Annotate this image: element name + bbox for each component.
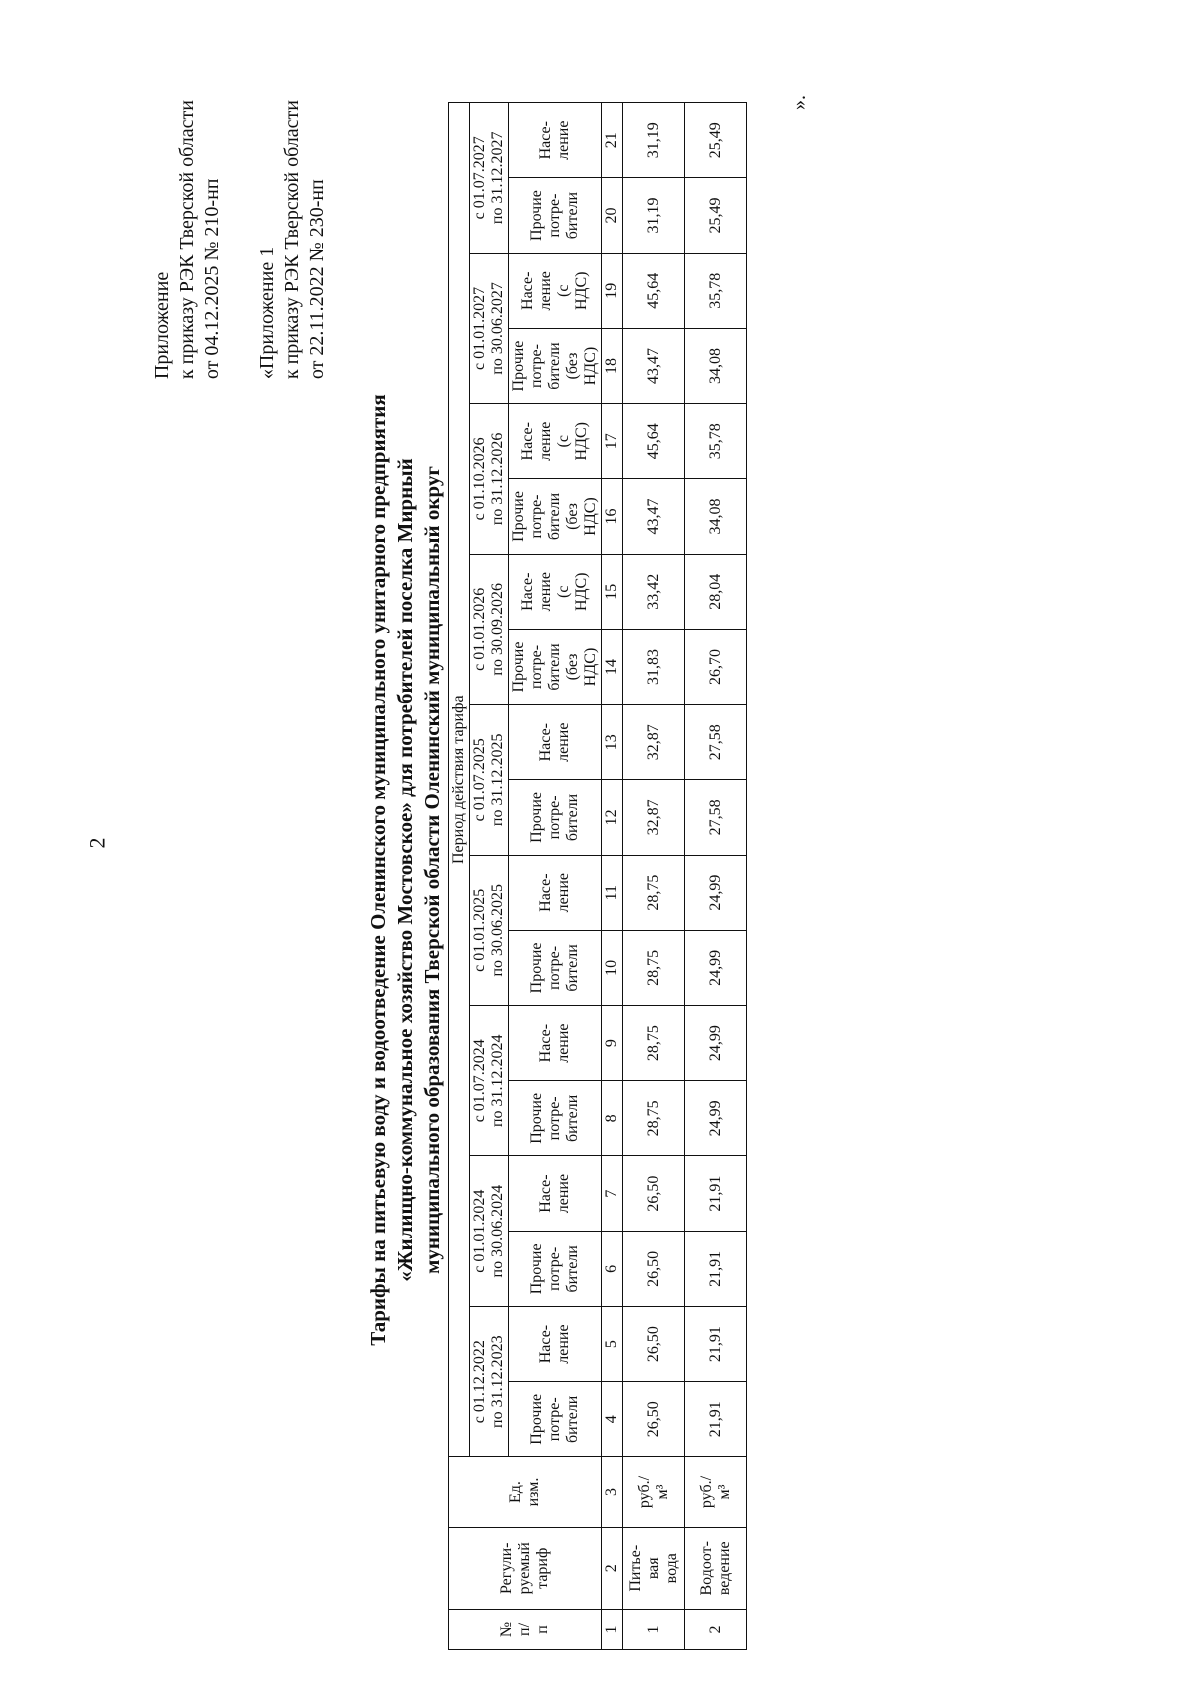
period-header: с 01.07.2024 по 31.12.2024 — [470, 1006, 509, 1156]
tariff-value: 27,58 — [685, 780, 747, 855]
consumer-group-header: Насе- ление — [509, 103, 602, 178]
tariff-value: 21,91 — [685, 1156, 747, 1231]
tariff-value: 28,75 — [623, 1081, 685, 1156]
tariff-value: 26,50 — [623, 1231, 685, 1306]
period-header: с 01.01.2025 по 30.06.2025 — [470, 855, 509, 1005]
period-header: с 01.12.2022 по 31.12.2023 — [470, 1306, 509, 1456]
consumer-group-header: Прочие потре- бители — [509, 178, 602, 253]
column-number: 10 — [602, 930, 623, 1005]
consumer-group-header: Насе- ление (с НДС) — [509, 404, 602, 479]
column-number: 14 — [602, 629, 623, 704]
column-number: 21 — [602, 103, 623, 178]
period-header: с 01.01.2027 по 30.06.2027 — [470, 253, 509, 403]
appendix-previous-line2: к приказу РЭК Тверской области — [281, 100, 303, 380]
tariff-value: 26,50 — [623, 1306, 685, 1381]
row-number: 2 — [685, 1609, 747, 1649]
consumer-group-header: Прочие потре- бители (без НДС) — [509, 328, 602, 403]
appendix-current-line3: от 04.12.2025 № 210-нп — [201, 178, 223, 380]
column-number: 8 — [602, 1081, 623, 1156]
period-header: с 01.07.2025 по 31.12.2025 — [470, 705, 509, 855]
consumer-group-header: Прочие потре- бители — [509, 1231, 602, 1306]
header-row-number: № п/ п — [449, 1609, 602, 1649]
appendix-current-header — [150, 100, 225, 379]
column-number: 12 — [602, 780, 623, 855]
tariff-value: 43,47 — [623, 479, 685, 554]
header-period: Период действия тарифа — [449, 103, 470, 1457]
consumer-group-header: Прочие потре- бители — [509, 1382, 602, 1457]
tariff-value: 32,87 — [623, 780, 685, 855]
title-line2: «Жилищно-коммунальное хозяйство Мостовское» для потребителей поселка Мирный — [393, 458, 417, 1282]
column-number: 13 — [602, 705, 623, 780]
tariff-value: 25,49 — [685, 103, 747, 178]
column-number: 1 — [602, 1609, 623, 1649]
consumer-group-header: Насе- ление — [509, 855, 602, 930]
consumer-group-header: Насе- ление (с НДС) — [509, 253, 602, 328]
tariff-value: 26,50 — [623, 1156, 685, 1231]
table-row — [623, 103, 685, 1650]
tariff-value: 24,99 — [685, 930, 747, 1005]
column-number: 9 — [602, 1006, 623, 1081]
consumer-group-header: Прочие потре- бители — [509, 780, 602, 855]
tariff-value: 21,91 — [685, 1231, 747, 1306]
column-number: 16 — [602, 479, 623, 554]
column-number: 11 — [602, 855, 623, 930]
document-title — [365, 190, 446, 1550]
appendix-previous-line3: от 22.11.2022 № 230-нп — [306, 179, 328, 380]
consumer-group-header: Насе- ление (с НДС) — [509, 554, 602, 629]
tariff-value: 35,78 — [685, 253, 747, 328]
tariff-name: Питье- вая вода — [623, 1527, 685, 1609]
closing-quote: ». — [788, 95, 810, 110]
page-number: 2 — [84, 837, 110, 849]
tariff-value: 28,04 — [685, 554, 747, 629]
period-header: с 01.01.2024 по 30.06.2024 — [470, 1156, 509, 1306]
tariff-value: 31,19 — [623, 178, 685, 253]
tariff-value: 43,47 — [623, 328, 685, 403]
tariff-value: 27,58 — [685, 705, 747, 780]
table-row — [685, 103, 747, 1650]
tariff-value: 21,91 — [685, 1382, 747, 1457]
appendix-current-line1: Приложение — [151, 271, 173, 380]
tariff-value: 28,75 — [623, 855, 685, 930]
tariff-value: 26,70 — [685, 629, 747, 704]
consumer-group-header: Насе- ление — [509, 705, 602, 780]
unit-cell: руб./ м³ — [685, 1457, 747, 1527]
consumer-group-header: Прочие потре- бители — [509, 1081, 602, 1156]
column-number: 20 — [602, 178, 623, 253]
consumer-group-header: Насе- ление — [509, 1156, 602, 1231]
unit-cell: руб./ м³ — [623, 1457, 685, 1527]
appendix-previous-line1: «Приложение 1 — [256, 246, 278, 380]
column-number: 19 — [602, 253, 623, 328]
tariff-value: 28,75 — [623, 930, 685, 1005]
tariff-value: 24,99 — [685, 1081, 747, 1156]
column-number: 2 — [602, 1527, 623, 1609]
tariff-value: 31,19 — [623, 103, 685, 178]
column-number: 17 — [602, 404, 623, 479]
consumer-group-header: Прочие потре- бители (без НДС) — [509, 479, 602, 554]
column-number: 3 — [602, 1457, 623, 1527]
title-line3: муниципального образования Тверской области Оленинский муниципальный округ — [420, 466, 444, 1274]
appendix-previous-header — [255, 100, 330, 379]
period-header: с 01.10.2026 по 31.12.2026 — [470, 404, 509, 554]
column-number: 4 — [602, 1382, 623, 1457]
consumer-group-header: Насе- ление — [509, 1006, 602, 1081]
tariff-value: 35,78 — [685, 404, 747, 479]
column-number: 7 — [602, 1156, 623, 1231]
tariff-value: 34,08 — [685, 479, 747, 554]
rotated-content — [120, 90, 880, 1650]
row-number: 1 — [623, 1609, 685, 1649]
column-number: 15 — [602, 554, 623, 629]
tariff-value: 45,64 — [623, 404, 685, 479]
consumer-group-header: Прочие потре- бители — [509, 930, 602, 1005]
column-number-row — [602, 103, 623, 1650]
tariff-value: 24,99 — [685, 1006, 747, 1081]
tariff-value: 21,91 — [685, 1306, 747, 1381]
tariff-value: 25,49 — [685, 178, 747, 253]
tariff-name: Водоот- ведение — [685, 1527, 747, 1609]
column-number: 6 — [602, 1231, 623, 1306]
consumer-group-header: Прочие потре- бители (без НДС) — [509, 629, 602, 704]
tariff-value: 45,64 — [623, 253, 685, 328]
tariff-value: 32,87 — [623, 705, 685, 780]
consumer-group-header: Насе- ление — [509, 1306, 602, 1381]
period-header: с 01.07.2027 по 31.12.2027 — [470, 103, 509, 254]
column-number: 5 — [602, 1306, 623, 1381]
column-number: 18 — [602, 328, 623, 403]
tariff-table — [448, 102, 747, 1650]
tariff-value: 34,08 — [685, 328, 747, 403]
period-header: с 01.01.2026 по 30.09.2026 — [470, 554, 509, 704]
tariff-value: 26,50 — [623, 1382, 685, 1457]
title-line1: Тарифы на питьевую воду и водоотведение Оленинского муниципального унитарного предприятия — [366, 394, 390, 1346]
header-tariff: Регули- руемый тариф — [449, 1527, 602, 1609]
header-unit: Ед. изм. — [449, 1457, 602, 1527]
tariff-value: 24,99 — [685, 855, 747, 930]
appendix-current-line2: к приказу РЭК Тверской области — [176, 100, 198, 380]
tariff-value: 28,75 — [623, 1006, 685, 1081]
tariff-value: 31,83 — [623, 629, 685, 704]
tariff-value: 33,42 — [623, 554, 685, 629]
